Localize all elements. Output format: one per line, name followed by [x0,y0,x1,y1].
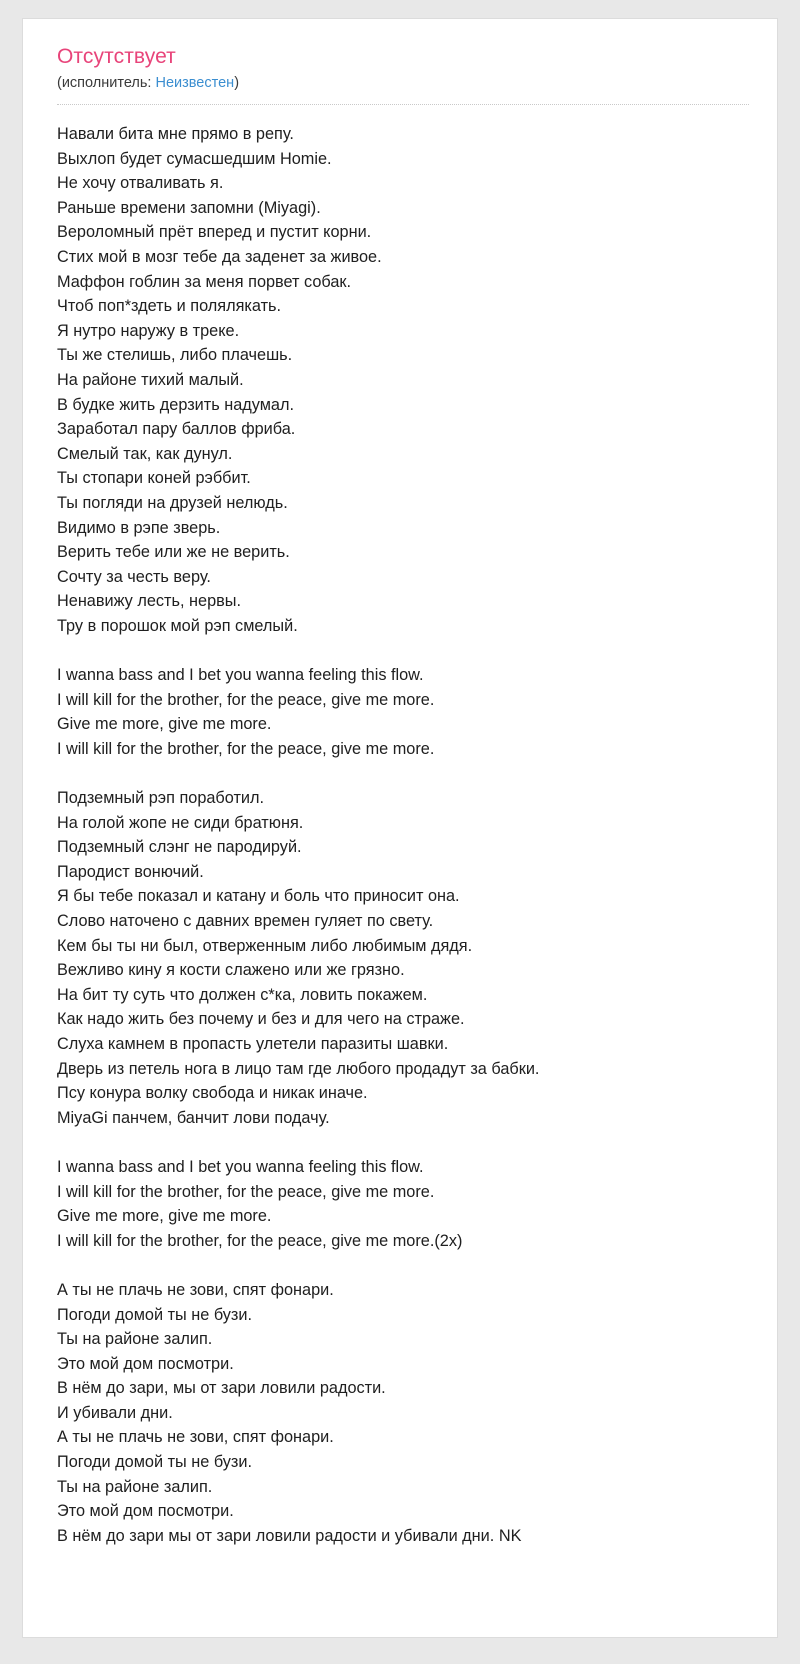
lyric-line: Кем бы ты ни был, отверженным либо любимым дядя. [57,936,473,955]
lyric-line: Give me more, give me more. [57,1207,272,1226]
lyric-line: Я бы тебе показал и катану и боль что приносит она. [57,887,460,906]
lyric-line: Погоди домой ты не бузи. [57,1305,253,1324]
lyric-line: Смелый так, как дунул. [57,444,233,463]
lyric-line: MiyaGi панчем, банчит лови подачу. [57,1108,330,1127]
lyric-line: Навали бита мне прямо в репу. [57,125,294,143]
lyric-line: Выхлоп будет сумасшедшим Homie. [57,149,332,168]
lyric-line: Ты погляди на друзей нелюдь. [57,493,288,512]
lyric-line: На бит ту суть что должен с*ка, ловить покажем. [57,985,428,1004]
page-title: Отсутствует [57,45,176,68]
lyric-line: Верить тебе или же не верить. [57,543,290,562]
lyric-line: Как надо жить без почему и без и для чего на страже. [57,1010,465,1029]
lyric-line: Пародист вонючий. [57,862,204,881]
lyric-line: Маффон гоблин за меня порвет собак. [57,272,352,291]
lyric-line: I will kill for the brother, for the peace, give me more.(2x) [57,1231,463,1250]
lyric-line: Погоди домой ты не бузи. [57,1453,253,1472]
lyric-line: Видимо в рэпе зверь. [57,518,221,537]
lyric-line: Give me more, give me more. [57,715,272,734]
lyrics-card [22,18,778,1638]
artist-close-paren: ) [234,75,240,91]
lyric-line: Вежливо кину я кости слажено или же грязно. [57,961,405,980]
lyric-line: И убивали дни. [57,1403,173,1422]
lyric-line: Ты же стелишь, либо плачешь. [57,346,293,365]
lyric-line: А ты не плачь не зови, спят фонари. [57,1428,334,1447]
lyric-line: Стих мой в мозг тебе да заденет за живое. [57,247,382,266]
artist-link[interactable]: Неизвестен [155,75,235,91]
lyric-line: Дверь из петель нога в лицо там где любого продадут за бабки. [57,1059,540,1078]
stanza-gap [57,1130,749,1155]
lyric-line: Это мой дом посмотри. [57,1502,234,1521]
lyric-line: I will kill for the brother, for the peace, give me more. [57,1182,435,1201]
lyric-line: Псу конура волку свобода и никак иначе. [57,1084,368,1103]
stanza-gap [57,761,749,786]
lyric-line: Слуха камнем в пропасть улетели паразиты шавки. [57,1034,449,1053]
lyric-line: Тру в порошок мой рэп смелый. [57,616,298,635]
lyric-line: Ты на районе залип. [57,1330,213,1349]
lyric-line: I will kill for the brother, for the peace, give me more. [57,739,435,758]
lyric-line: Ты на районе залип. [57,1477,213,1496]
lyric-line: I wanna bass and I bet you wanna feeling this flow. [57,1157,424,1176]
stanza-gap [57,1253,749,1278]
lyric-line: Не хочу отваливать я. [57,174,224,193]
artist-line [57,75,749,105]
lyric-line: В будке жить дерзить надумал. [57,395,295,414]
lyric-line: Раньше времени запомни (Miyagi). [57,198,321,217]
lyric-line: Ненавижу лесть, нервы. [57,592,241,611]
lyric-line: В нём до зари, мы от зари ловили радости. [57,1379,386,1398]
lyric-line: Это мой дом посмотри. [57,1354,234,1373]
lyric-line: На районе тихий малый. [57,370,244,389]
lyric-line: Заработал пару баллов фриба. [57,420,296,439]
stanza-gap [57,638,749,663]
lyric-line: Подземный слэнг не пародируй. [57,838,302,857]
lyric-line: На голой жопе не сиди братюня. [57,813,304,832]
lyric-line: В нём до зари мы от зари ловили радости и убивали дни. NK [57,1526,522,1545]
lyric-line: Вероломный прёт вперед и пустит корни. [57,223,372,242]
lyric-line: Подземный рэп поработил. [57,789,265,808]
lyric-line: I will kill for the brother, for the peace, give me more. [57,690,435,709]
lyric-line: Слово наточено с давних времен гуляет по свету. [57,912,434,930]
lyrics-body [57,122,749,1548]
lyric-line: Чтоб поп*здеть и полялякать. [57,297,282,316]
lyric-line: Я нутро наружу в треке. [57,321,240,340]
lyric-line: А ты не плачь не зови, спят фонари. [57,1280,334,1299]
lyric-line: I wanna bass and I bet you wanna feeling this flow. [57,666,424,685]
artist-label: (исполнитель: [57,75,152,91]
lyric-line: Ты стопари коней рэббит. [57,469,251,488]
lyric-line: Сочту за честь веру. [57,567,211,586]
